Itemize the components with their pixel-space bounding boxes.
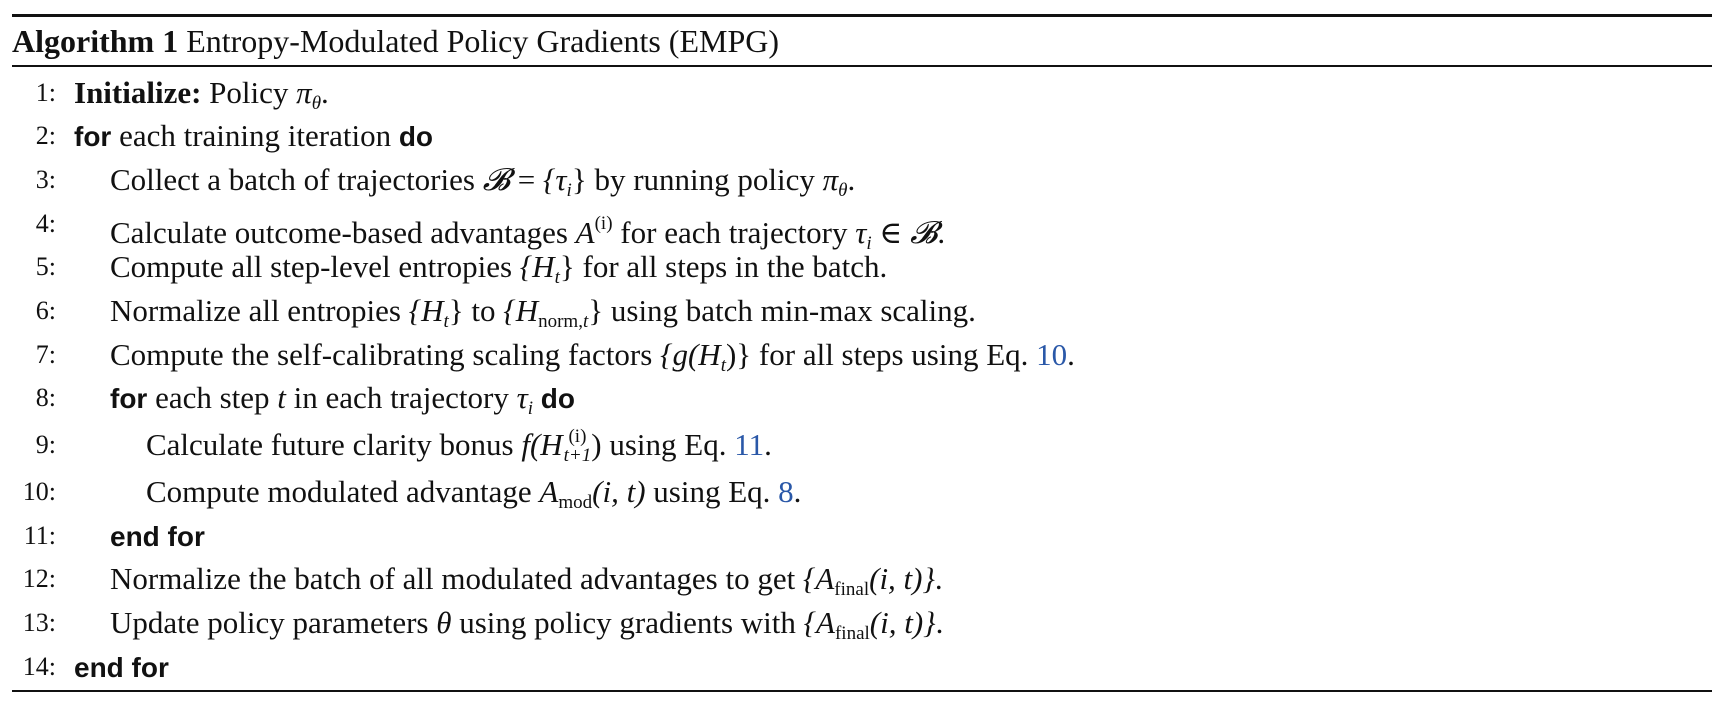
line-text: for each trajectory: [612, 214, 856, 250]
punct: .: [847, 161, 856, 197]
line-text: Update policy parameters: [110, 605, 437, 641]
math-batch: 𝓑: [482, 161, 511, 198]
line-text: each training iteration: [111, 118, 399, 154]
line-text: Normalize the batch of all modulated advantages to get: [110, 561, 803, 597]
algorithm-line-8: [12, 376, 1712, 420]
math-in: ∈: [871, 214, 911, 250]
line-number: 1:: [35, 77, 56, 107]
line-number: 12:: [22, 564, 56, 594]
math-pi: π: [822, 161, 839, 197]
line-text: Calculate outcome-based advantages: [110, 214, 576, 250]
line-text: for all steps using Eq.: [751, 336, 1037, 372]
math-eq: =: [510, 161, 544, 197]
algorithm-line-10: [12, 470, 1712, 514]
math-paren: ): [591, 427, 602, 462]
math-A: A: [539, 474, 559, 509]
line-text: Calculate future clarity bonus: [146, 427, 522, 462]
math-tau: τ: [516, 380, 528, 416]
punct: .: [764, 427, 772, 462]
math-sub-i: i: [866, 232, 872, 254]
punct: .: [934, 561, 943, 597]
line-text: Collect a batch of trajectories: [110, 161, 483, 197]
math-A-final-open: {A: [803, 605, 835, 641]
algorithm-line-12: [12, 557, 1712, 601]
math-H-set: {H: [503, 292, 539, 328]
math-H-set: {H: [408, 292, 444, 328]
line-text: Compute the self-calibrating scaling factors: [110, 336, 661, 372]
equation-ref-10[interactable]: 10: [1036, 336, 1068, 372]
math-pi: π: [296, 74, 312, 110]
math-batch: 𝓑: [910, 214, 938, 251]
caption-title: Entropy-Modulated Policy Gradients (EMPG): [186, 23, 779, 59]
algorithm-line-2: [12, 114, 1712, 158]
algorithm-caption: [12, 17, 1712, 65]
algorithm-line-4: [12, 202, 1712, 254]
math-sub-theta: θ: [311, 92, 322, 114]
math-sub-i: i: [566, 179, 572, 201]
keyword-for: for: [110, 383, 148, 415]
math-H-set: {H: [519, 249, 555, 285]
line-text: for all steps in the batch.: [574, 249, 888, 285]
algorithm-line-9: [12, 420, 1712, 470]
math-f-open: f(H: [521, 427, 563, 462]
line-text: in each trajectory: [285, 380, 517, 416]
algorithm-line-14: [12, 645, 1712, 689]
keyword-end-for: end for: [110, 520, 205, 552]
math-A: A: [575, 214, 595, 250]
math-sup-sub-stack: (i) t+1: [563, 425, 592, 466]
bottom-rule: [12, 690, 1712, 692]
math-brace: }: [588, 292, 604, 328]
line-text: Compute all step-level entropies: [110, 249, 520, 285]
line-number: 5:: [35, 252, 56, 282]
math-sub-t: t: [720, 354, 726, 376]
punct: .: [1067, 336, 1075, 372]
keyword-do: do: [398, 121, 434, 153]
line-number: 2:: [35, 121, 56, 151]
math-sub-t: t: [443, 310, 449, 332]
caption-label: Algorithm 1: [12, 23, 179, 59]
math-g-close: )}: [725, 336, 752, 372]
algorithm-line-6: [12, 289, 1712, 333]
algorithm-line-7: [12, 333, 1712, 377]
keyword-end-for: end for: [74, 651, 169, 683]
line-text: using policy gradients with: [451, 605, 804, 641]
math-sub-i: i: [527, 398, 533, 420]
line-number: 6:: [35, 295, 56, 325]
keyword-for: for: [74, 121, 112, 153]
keyword-initialize: Initialize:: [74, 74, 202, 110]
line-number: 7:: [35, 339, 56, 369]
line-text: using Eq.: [645, 474, 779, 509]
line-number: 9:: [35, 430, 56, 459]
math-args: (i, t): [592, 474, 646, 509]
math-brace: }: [448, 292, 464, 328]
algorithm-line-1: [12, 71, 1712, 115]
math-A-final-close: (i, t)}: [869, 561, 935, 597]
line-number: 14:: [22, 651, 56, 681]
punct: .: [321, 74, 329, 110]
line-text: Compute modulated advantage: [146, 474, 540, 509]
keyword-do: do: [540, 383, 575, 415]
line-text: using Eq.: [601, 427, 735, 462]
math-A-final-open: {A: [802, 561, 835, 597]
punct: .: [793, 474, 802, 509]
line-text: to: [463, 292, 504, 328]
line-number: 11:: [23, 520, 56, 550]
math-sub-mod: mod: [558, 492, 593, 513]
line-text: Policy: [209, 74, 297, 110]
math-sub-t: t: [554, 267, 560, 289]
math-brace: }: [559, 249, 575, 285]
math-sub-theta: θ: [838, 179, 848, 201]
line-text: using batch min-max scaling.: [603, 292, 976, 328]
math-tau-set: {τ: [543, 161, 567, 197]
line-number: 4:: [35, 208, 56, 238]
line-number: 13:: [22, 608, 56, 638]
math-sub-final: final: [834, 623, 870, 645]
math-A-final-close: (i, t)}: [869, 605, 936, 641]
algorithm-line-11: [12, 514, 1712, 558]
line-text: by running policy: [586, 161, 823, 197]
equation-ref-11[interactable]: 11: [734, 427, 765, 462]
algorithm-block: [12, 14, 1712, 692]
equation-ref-8[interactable]: 8: [778, 474, 794, 509]
algorithm-line-13: [12, 601, 1712, 645]
math-tau: τ: [855, 214, 867, 250]
algorithm-lines: [12, 67, 1712, 691]
punct: .: [935, 605, 944, 641]
math-t: t: [277, 380, 286, 416]
math-sup-i: (i): [594, 212, 613, 234]
math-brace: }: [571, 161, 587, 197]
algorithm-line-3: [12, 158, 1712, 202]
math-sub-final: final: [834, 579, 870, 601]
line-text: each step: [147, 380, 278, 416]
line-number: 8:: [35, 383, 56, 413]
math-theta: θ: [436, 605, 452, 641]
line-text: Normalize all entropies: [110, 292, 409, 328]
line-number: 3:: [35, 164, 56, 194]
math-sub-norm: norm,t: [538, 310, 589, 332]
line-number: 10:: [22, 477, 56, 506]
math-g-open: {g(H: [660, 336, 721, 372]
algorithm-line-5: [12, 245, 1712, 289]
punct: .: [937, 214, 946, 250]
